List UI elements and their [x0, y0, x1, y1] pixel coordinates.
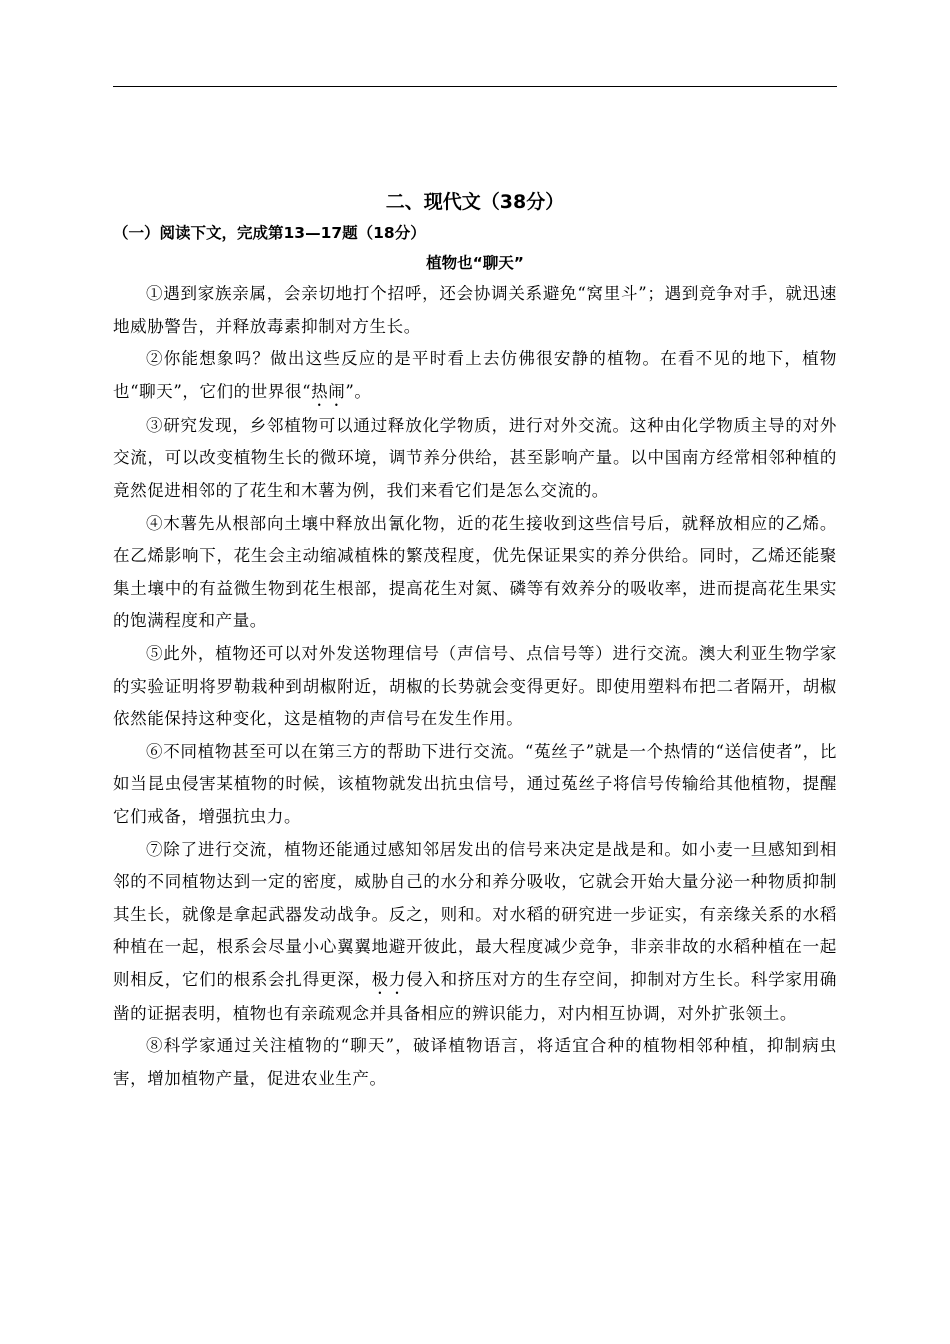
paragraph-2-text-b: ”。: [345, 381, 372, 401]
paragraph-7-text-a: ⑦除了进行交流，植物还能通过感知邻居发出的信号来决定是战是和。如小麦一旦感知到相邻的不同植物达到一定的密度，威胁自己的水分和养分吸收，它就会开始大量分泌一种物质抑制其生长，就像是拿起武器发动战争。反之，则和。对水稻的研究进一步证实，有亲缘关系的水稻种植在一起，根系会尽量小心翼翼地避开彼此，最大程度减少竞争，非亲非故的水稻种植在一起则相反，它们的根系会扎得更深，: [113, 839, 837, 989]
emphasized-word-jili: 极力: [371, 969, 407, 989]
paragraph-3: ③研究发现，乡邻植物可以通过释放化学物质，进行对外交流。这种由化学物质主导的对外交流，可以改变植物生长的微环境，调节养分供给，甚至影响产量。以中国南方经常相邻种植的竟然促进相邻的了花生和木薯为例，我们来看它们是怎么交流的。: [113, 415, 837, 500]
paragraph-6: ⑥不同植物甚至可以在第三方的帮助下进行交流。“菟丝子”就是一个热情的“送信使者”，比如当昆虫侵害某植物的时候，该植物就发出抗虫信号，通过菟丝子将信号传输给其他植物，提醒它们戒备，增强抗虫力。: [113, 741, 837, 826]
paragraph-8: ⑧科学家通过关注植物的“聊天”，破译植物语言，将适宜合种的植物相邻种植，抑制病虫害，增加植物产量，促进农业生产。: [113, 1036, 837, 1089]
paragraph-7-text-b: 侵入和挤压对方的生存空间，抑制对方生长。科学家用确凿的证据表明，植物也有亲疏观念并具备相应的辨识能力，对内相互协调，对外扩张领土。: [113, 969, 838, 1023]
section-title: 二、现代文（38分）: [385, 191, 565, 213]
paragraph-2-text-a: ②你能想象吗？做出这些反应的是平时看上去仿佛很安静的植物。在看不见的地下，植物也“聊天”，它们的世界很“: [113, 349, 837, 401]
paragraph-4: ④木薯先从根部向土壤中释放出氰化物，近的花生接收到这些信号后，就释放相应的乙烯。在乙烯影响下，花生会主动缩减植株的繁茂程度，优先保证果实的养分供给。同时，乙烯还能聚集土壤中的有益微生物到花生根部，提高花生对氮、磷等有效养分的吸收率，进而提高花生果实的饱满程度和产量。: [113, 513, 837, 631]
emphasized-word-renao: 热闹: [311, 381, 346, 401]
subsection-title: （一）阅读下文，完成第13—17题（18分）: [113, 224, 426, 242]
document-body: [113, 186, 837, 1096]
paragraph-2: [113, 343, 837, 410]
paragraph-7: [113, 834, 837, 1031]
paragraph-1: ①遇到家族亲属，会亲切地打个招呼，还会协调关系避免“窝里斗”；遇到竞争对手，就迅速地威胁警告，并释放毒素抑制对方生长。: [113, 284, 837, 336]
paragraph-5: ⑤此外，植物还可以对外发送物理信号（声信号、点信号等）进行交流。澳大利亚生物学家的实验证明将罗勒栽种到胡椒附近，胡椒的长势就会变得更好。即使用塑料布把二者隔开，胡椒依然能保持这种变化，这是植物的声信号在发生作用。: [113, 643, 837, 729]
header-rule: [113, 86, 837, 87]
article-title: 植物也“聊天”: [426, 254, 524, 272]
